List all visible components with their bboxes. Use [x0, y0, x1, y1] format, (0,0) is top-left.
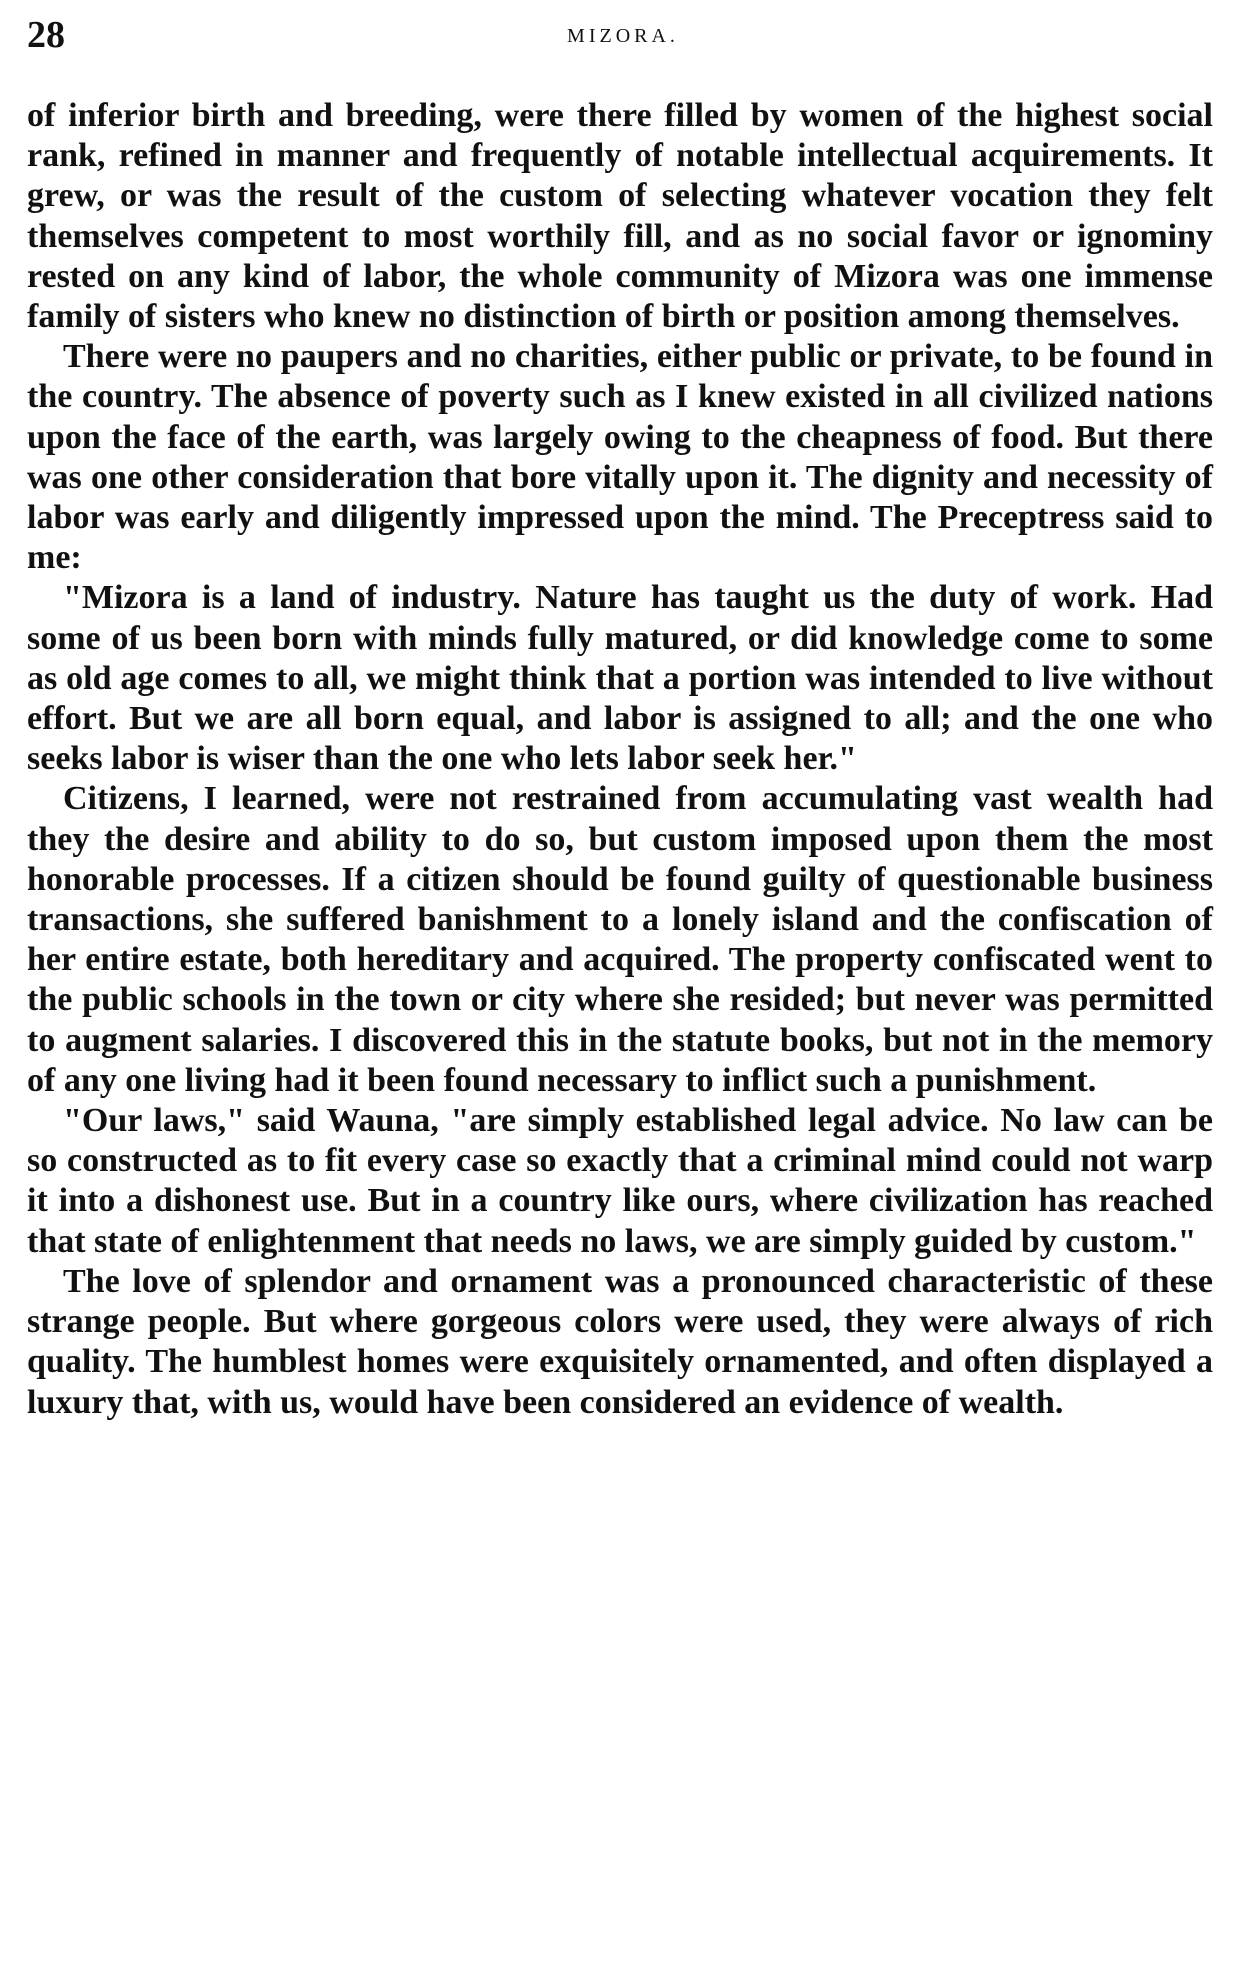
- paragraph: "Our laws," said Wauna, "are simply established legal advice. No law can be so constructed as to fit every case so exactly that a criminal mind could not warp it into a dishonest use. But in a country like ours, where civilization has reached that state of enlightenment that needs no laws, we are simply guided by custom.": [27, 1102, 1213, 1260]
- paragraph: of inferior birth and breeding, were there filled by women of the highest social rank, refined in manner and frequently of notable intellectual acquirements. It grew, or was the result of the custom of selecting whatever vocation they felt themselves competent to most worthily fill, and as no social favor or ignominy rested on any kind of labor, the whole community of Mizora was one immense family of sisters who knew no distinction of birth or position among themselves.: [27, 97, 1213, 336]
- body-text: [27, 96, 1213, 1423]
- running-title: MIZORA.: [567, 25, 679, 47]
- page-number: 28: [27, 14, 65, 56]
- paragraph: The love of splendor and ornament was a pronounced characteristic of these strange people. But where gorgeous colors were used, they were always of rich quality. The humblest homes were exquisitely ornamented, and often displayed a luxury that, with us, would have been considered an evidence of wealth.: [27, 1262, 1213, 1421]
- paragraph: There were no paupers and no charities, either public or private, to be found in the country. The absence of poverty such as I knew existed in all civilized nations upon the face of the earth, was largely owing to the cheapness of food. But there was one other consideration that bore vitally upon it. The dignity and necessity of labor was early and diligently impressed upon the mind. The Preceptress said to me:: [27, 338, 1213, 577]
- paragraph: Citizens, I learned, were not restrained from accumulating vast wealth had they the desire and ability to do so, but custom imposed upon them the most honorable processes. If a citizen should be found guilty of questionable business transactions, she suffered banishment to a lonely island and the confiscation of her entire estate, both hereditary and acquired. The property confiscated went to the public schools in the town or city where she resided; but never was permitted to augment salaries. I discovered this in the statute books, but not in the memory of any one living had it been found necessary to inflict such a punishment.: [27, 780, 1213, 1099]
- paragraph: "Mizora is a land of industry. Nature has taught us the duty of work. Had some of us been born with minds fully matured, or did knowledge come to some as old age comes to all, we might think that a portion was intended to live without effort. But we are all born equal, and labor is assigned to all; and the one who seeks labor is wiser than the one who lets labor seek her.": [27, 579, 1213, 778]
